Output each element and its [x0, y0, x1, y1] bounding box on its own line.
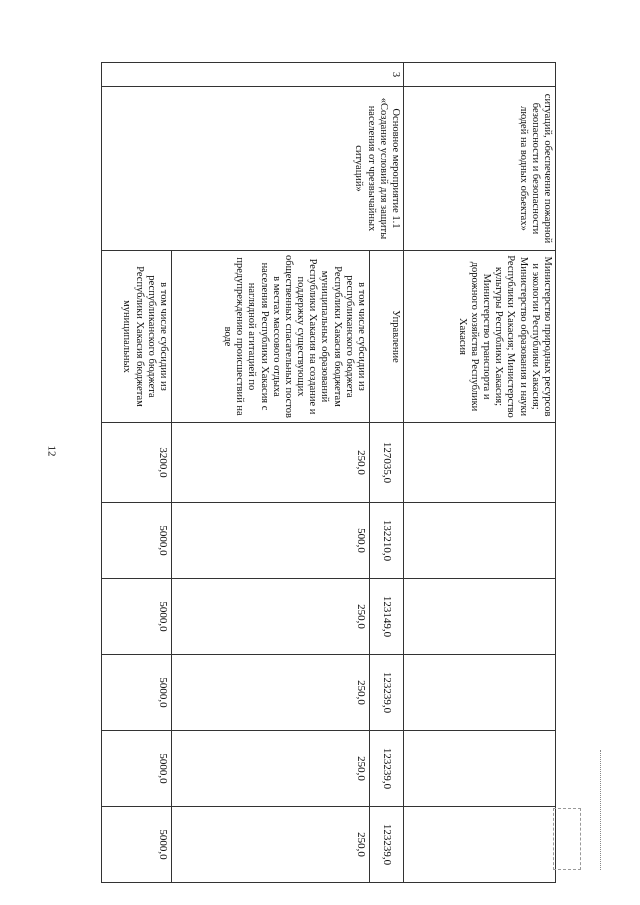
rotated-table-wrapper: [90, 62, 556, 882]
event-cell: ситуаций, обеспечение пожарной безопасности и безопасности людей на водных объектах»: [404, 87, 556, 251]
value-cell: [404, 423, 556, 503]
value-cell: 132210,0: [370, 503, 404, 579]
value-cell: 5000,0: [102, 579, 172, 655]
scan-artifact: [553, 808, 581, 870]
value-cell: 5000,0: [102, 731, 172, 807]
row-index: [404, 63, 556, 87]
value-cell: 5000,0: [102, 655, 172, 731]
executor-cell: в том числе субсидии из республиканского бюджета Республики Хакасия бюджетам муниципальных: [102, 251, 172, 423]
value-cell: 250,0: [172, 731, 370, 807]
value-cell: [404, 655, 556, 731]
value-cell: 123239,0: [370, 655, 404, 731]
value-cell: 127035,0: [370, 423, 404, 503]
value-cell: [404, 503, 556, 579]
value-cell: [404, 579, 556, 655]
scan-artifact: [600, 750, 601, 870]
executor-cell: Министерство природных ресурсов и экологии Республики Хакасия; Министерство образования и науки Республики Хакасия; Министерство культуры Республики Хакасия; Министерство транспорта и дорожного хозяйства Республики Хакасия: [404, 251, 556, 423]
budget-table: [101, 62, 556, 883]
value-cell: 123239,0: [370, 807, 404, 883]
value-cell: 123149,0: [370, 579, 404, 655]
table-row: [370, 63, 404, 883]
value-cell: 250,0: [172, 807, 370, 883]
row-index: 3: [102, 63, 404, 87]
table-row: [404, 63, 556, 883]
value-cell: 250,0: [172, 423, 370, 503]
page-number: 12: [45, 445, 58, 457]
value-cell: 123239,0: [370, 731, 404, 807]
event-cell: Основное мероприятие 1.1 «Создание условий для защиты населения от чрезвычайных ситуаций»: [102, 87, 404, 251]
value-cell: 5000,0: [102, 503, 172, 579]
executor-cell: в том числе субсидии из республиканского бюджета Республики Хакасия бюджетам муниципальных образований Республики Хакасия на создание и поддержку существующих общественных спасательных постов в местах массового отдыха населения Республики Хакасия с наглядной агитацией по предупреждению происшествий на воде: [172, 251, 370, 423]
executor-cell: Управление: [370, 251, 404, 423]
value-cell: [404, 731, 556, 807]
value-cell: 250,0: [172, 655, 370, 731]
value-cell: 500,0: [172, 503, 370, 579]
value-cell: 250,0: [172, 579, 370, 655]
value-cell: [404, 807, 556, 883]
value-cell: 5000,0: [102, 807, 172, 883]
value-cell: 3200,0: [102, 423, 172, 503]
